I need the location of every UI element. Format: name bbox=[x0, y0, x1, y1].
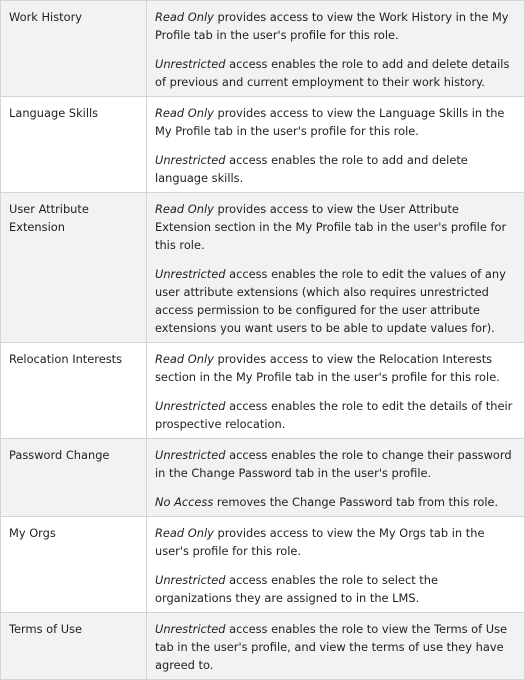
permission-text: access enables the role to view the Terms of Use tab in the user's profile, and view the terms of use they have agreed to. bbox=[155, 622, 508, 672]
table-row bbox=[1, 97, 525, 193]
permission-text: access enables the role to add and delete details of previous and current employment to their work history. bbox=[155, 57, 510, 89]
setting-name-cell: Work History bbox=[1, 1, 147, 97]
access-level: Unrestricted bbox=[155, 57, 226, 71]
access-level: Read Only bbox=[155, 202, 214, 216]
table-row bbox=[1, 613, 525, 680]
permission-paragraph bbox=[155, 446, 516, 482]
access-level: Read Only bbox=[155, 10, 214, 24]
permission-paragraph bbox=[155, 493, 516, 511]
permission-paragraph bbox=[155, 200, 516, 254]
permission-text: provides access to view the My Orgs tab in the user's profile for this role. bbox=[155, 526, 485, 558]
access-level: Unrestricted bbox=[155, 448, 226, 462]
permission-paragraph bbox=[155, 571, 516, 607]
permission-paragraph bbox=[155, 151, 516, 187]
table-row bbox=[1, 1, 525, 97]
setting-description-cell bbox=[147, 343, 525, 439]
permission-paragraph bbox=[155, 104, 516, 140]
permission-text: access enables the role to edit the details of their prospective relocation. bbox=[155, 399, 513, 431]
table-row bbox=[1, 343, 525, 439]
setting-description-cell bbox=[147, 1, 525, 97]
setting-name-cell: Password Change bbox=[1, 439, 147, 517]
permission-text: removes the Change Password tab from this role. bbox=[213, 495, 499, 509]
table-row bbox=[1, 439, 525, 517]
setting-description-cell bbox=[147, 613, 525, 680]
permission-paragraph bbox=[155, 524, 516, 560]
access-level: No Access bbox=[155, 495, 214, 509]
setting-name-cell: Language Skills bbox=[1, 97, 147, 193]
access-level: Unrestricted bbox=[155, 622, 226, 636]
permission-text: provides access to view the Relocation Interests section in the My Profile tab in the user's profile for this role. bbox=[155, 352, 500, 384]
access-level: Unrestricted bbox=[155, 399, 226, 413]
table-row bbox=[1, 193, 525, 343]
setting-description-cell bbox=[147, 439, 525, 517]
setting-description-cell bbox=[147, 193, 525, 343]
setting-description-cell bbox=[147, 97, 525, 193]
setting-description-cell bbox=[147, 517, 525, 613]
permission-paragraph bbox=[155, 8, 516, 44]
access-level: Read Only bbox=[155, 526, 214, 540]
permission-text: provides access to view the Language Skills in the My Profile tab in the user's profile for this role. bbox=[155, 106, 505, 138]
permission-text: access enables the role to select the organizations they are assigned to in the LMS. bbox=[155, 573, 438, 605]
access-level: Unrestricted bbox=[155, 573, 226, 587]
permission-text: provides access to view the Work History in the My Profile tab in the user's profile for this role. bbox=[155, 10, 509, 42]
permission-paragraph bbox=[155, 55, 516, 91]
access-level: Read Only bbox=[155, 106, 214, 120]
access-level: Unrestricted bbox=[155, 267, 226, 281]
permission-paragraph bbox=[155, 350, 516, 386]
setting-name-cell: User Attribute Extension bbox=[1, 193, 147, 343]
permission-paragraph bbox=[155, 265, 516, 337]
setting-name-cell: My Orgs bbox=[1, 517, 147, 613]
setting-name-cell: Terms of Use bbox=[1, 613, 147, 680]
permission-text: provides access to view the User Attribute Extension section in the My Profile tab in the user's profile for this role. bbox=[155, 202, 507, 252]
setting-name-cell: Relocation Interests bbox=[1, 343, 147, 439]
access-level: Read Only bbox=[155, 352, 214, 366]
access-level: Unrestricted bbox=[155, 153, 226, 167]
permission-paragraph bbox=[155, 397, 516, 433]
table-row bbox=[1, 517, 525, 613]
permission-paragraph bbox=[155, 620, 516, 674]
permission-text: access enables the role to change their password in the Change Password tab in the user's profile. bbox=[155, 448, 512, 480]
permission-text: access enables the role to edit the values of any user attribute extensions (which also requires unrestricted access permission to be configured for the user attribute extensions you want users to be able to update values for). bbox=[155, 267, 506, 335]
permission-text: access enables the role to add and delete language skills. bbox=[155, 153, 468, 185]
